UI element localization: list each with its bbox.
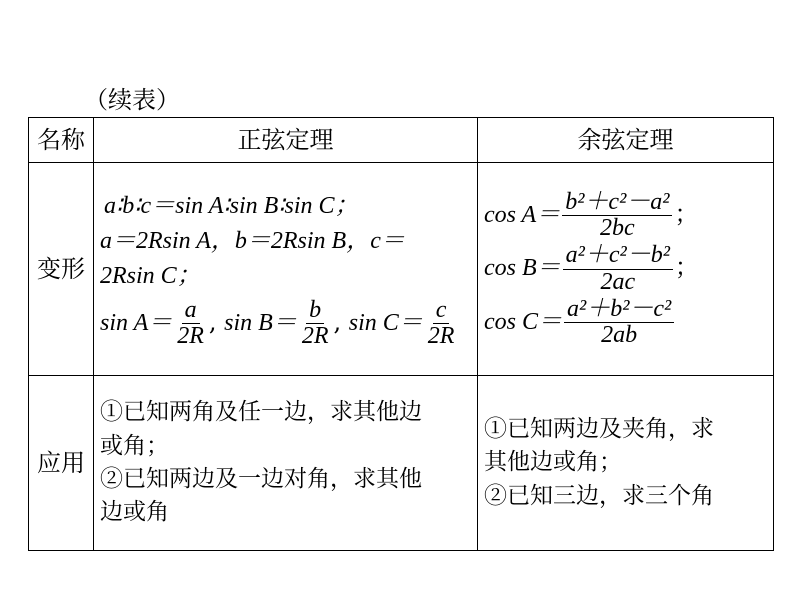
- fraction-numerator: b²＋c²－a²: [562, 190, 672, 216]
- fraction-denominator: 2bc: [600, 215, 635, 242]
- fraction-denominator: 2R: [177, 322, 204, 349]
- sine-term-lhs: sin B＝: [224, 309, 297, 336]
- sine-application-text: [94, 396, 477, 529]
- sine-application-cell: [94, 376, 478, 551]
- cosine-term-lhs: cos C＝: [484, 308, 562, 335]
- fraction-numerator: a²＋c²－b²: [563, 243, 673, 269]
- fraction-numerator: b: [306, 298, 324, 324]
- table-header-row: [29, 118, 774, 163]
- fraction-denominator: 2R: [427, 322, 455, 349]
- cosine-application-line: ①已知两边及夹角，求: [484, 415, 714, 442]
- row-label-variant: 变形: [29, 163, 94, 376]
- cosine-variant-cell: [478, 163, 774, 376]
- sine-fraction: [425, 298, 458, 349]
- radius-formula-line2: 2Rsin C；: [100, 262, 201, 289]
- fraction-numerator: c: [433, 298, 450, 324]
- header-sine-law: 正弦定理: [94, 118, 478, 163]
- term-end-mark: ；: [674, 200, 699, 229]
- cosine-application-line: ②已知三边，求三个角: [484, 482, 714, 509]
- fraction-denominator: 2ac: [600, 268, 636, 295]
- sine-variant-cell: [94, 163, 478, 376]
- term-separator: ,: [333, 307, 349, 336]
- fraction-denominator: 2R: [301, 322, 329, 349]
- cosine-formula-line: [484, 297, 767, 348]
- cosine-fraction-formulas: [478, 190, 773, 348]
- fraction-numerator: a²＋b²－c²: [564, 297, 674, 323]
- cosine-application-cell: [478, 376, 774, 551]
- cosine-term-lhs: cos A＝: [484, 202, 561, 229]
- law-of-sines-cosines-table: [28, 117, 774, 551]
- sine-fraction: [174, 298, 207, 349]
- cosine-fraction: [563, 243, 673, 294]
- table-row-variant: [29, 163, 774, 376]
- term-separator: ,: [208, 307, 225, 336]
- cosine-fraction: [562, 190, 672, 241]
- term-end-mark: ；: [674, 253, 699, 282]
- fraction-numerator: a: [182, 298, 200, 324]
- ratio-formula: a∶b∶c＝sin A∶sin B∶sin C；: [104, 193, 359, 220]
- sine-application-line: 边或角: [100, 499, 169, 526]
- fraction-denominator: 2ab: [601, 321, 638, 348]
- sine-fraction-formulas: [100, 298, 471, 349]
- sine-application-line: 或角；: [100, 432, 169, 459]
- header-name: 名称: [29, 118, 94, 163]
- cosine-formula-line: [484, 190, 767, 241]
- row-label-application: 应用: [29, 376, 94, 551]
- cosine-fraction: [564, 297, 674, 348]
- sine-application-line: ②已知两边及一边对角，求其他: [100, 466, 422, 492]
- sine-term-lhs: sin A＝: [100, 309, 173, 336]
- sine-term-lhs: sin C＝: [348, 309, 423, 336]
- cosine-term-lhs: cos B＝: [484, 255, 561, 282]
- table-row-application: [29, 376, 774, 551]
- cosine-application-line: 其他边或角；: [484, 449, 622, 476]
- header-cosine-law: 余弦定理: [478, 118, 774, 163]
- sine-fraction: [299, 298, 332, 349]
- cosine-application-text: [478, 413, 773, 513]
- table-caption: （续表）: [84, 86, 180, 114]
- cosine-formula-line: [484, 243, 767, 294]
- radius-formula-line1: a＝2Rsin A，b＝2Rsin B，c＝: [100, 227, 405, 254]
- sine-application-line: ①已知两角及任一边，求其他边: [100, 399, 422, 426]
